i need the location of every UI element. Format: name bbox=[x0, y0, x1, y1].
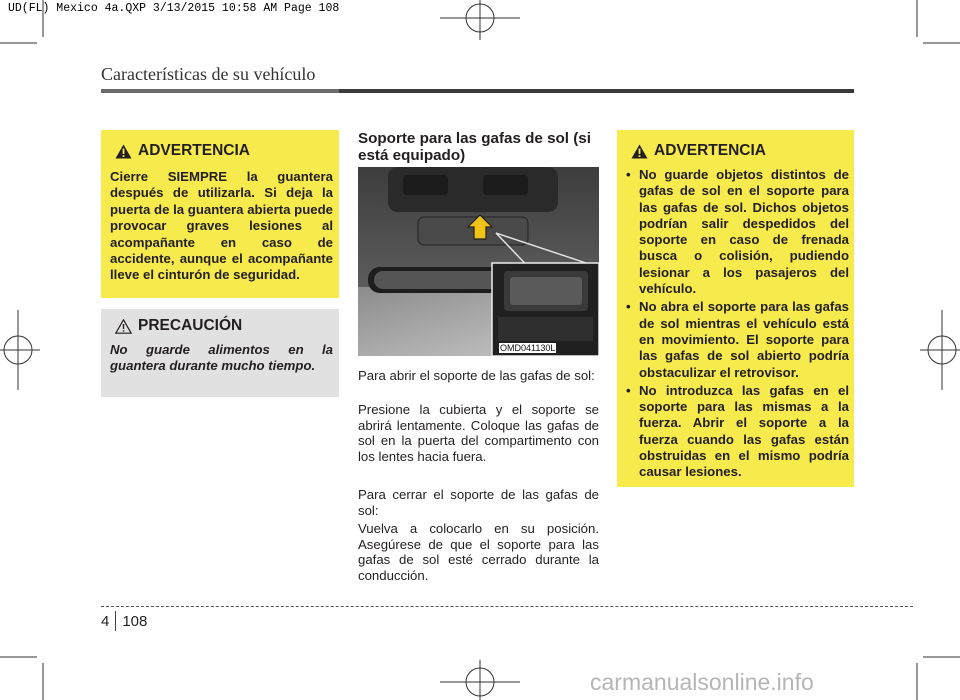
close-instruction-text: Vuelva a colocarlo en su posición. Asegúrese de que el soporte para las gafas de sol esté cerrado durante la conducción. bbox=[358, 521, 599, 583]
watermark: carmanualsonline.info bbox=[590, 669, 814, 695]
caution-triangle-icon bbox=[115, 319, 132, 334]
header-rule bbox=[101, 89, 854, 93]
caution-title bbox=[115, 317, 242, 335]
warning-title bbox=[631, 142, 766, 160]
warning-triangle-icon bbox=[631, 144, 648, 159]
warning-list bbox=[625, 167, 849, 483]
warning-triangle-icon bbox=[115, 144, 132, 159]
warning-title-label: ADVERTENCIA bbox=[138, 142, 250, 159]
warning-text: Cierre SIEMPRE la guantera después de utilizarla. Si deja la puerta de la guantera abierta puede provocar graves lesiones al acompañante en caso de accidente, aunque el acompañante lleve el cinturón de seguridad. bbox=[110, 169, 333, 283]
footer-rule bbox=[101, 606, 913, 607]
print-header: UD(FL) Mexico 4a.QXP 3/13/2015 10:58 AM Page 108 bbox=[8, 2, 340, 15]
photo-caption: OMD041130L bbox=[500, 343, 556, 353]
warning-box-glovebox bbox=[101, 130, 339, 298]
caution-box-food bbox=[101, 309, 339, 397]
page-number bbox=[101, 612, 147, 632]
caution-title-label: PRECAUCIÓN bbox=[138, 317, 243, 334]
sunglasses-holder-heading: Soporte para las gafas de sol (si está equipado) bbox=[358, 130, 591, 164]
warning-list-item: • No abra el soporte para las gafas de sol mientras el vehículo está en movimiento. El soporte para las gafas de sol abierto podría obstaculizar el retrovisor. bbox=[625, 299, 849, 380]
chapter-number: 4 bbox=[101, 612, 110, 630]
caution-text: No guarde alimentos en la guantera durante mucho tiempo. bbox=[110, 342, 333, 374]
warning-list-item: • No introduzca las gafas en el soporte para las mismas a la fuerza. Abrir el soporte a la fuerza cuando las gafas están obstruidas en el mismo podría causar lesiones. bbox=[625, 383, 849, 481]
warning-box-sunglasses bbox=[617, 130, 854, 487]
warning-title bbox=[115, 142, 250, 160]
warning-list-item: • No guarde objetos distintos de gafas de sol en el soporte para las gafas de sol. Dichos objetos podrían salir despedidos del soporte en caso de frenada busca o colisión, pudiendo lesionar a los pasajeros del vehículo. bbox=[625, 167, 849, 297]
page-number-value: 108 bbox=[122, 612, 148, 630]
close-instruction-heading: Para cerrar el soporte de las gafas de sol: bbox=[358, 487, 599, 518]
open-instruction-heading: Para abrir el soporte de las gafas de sol: bbox=[358, 368, 595, 383]
sunglasses-holder-photo bbox=[358, 167, 599, 356]
section-title: Características de su vehículo bbox=[101, 64, 316, 84]
open-instruction-text: Presione la cubierta y el soporte se abrirá lentamente. Coloque las gafas de sol en la puerta del compartimento con los lentes hacia fuera. bbox=[358, 402, 599, 464]
warning-title-label: ADVERTENCIA bbox=[654, 142, 766, 159]
